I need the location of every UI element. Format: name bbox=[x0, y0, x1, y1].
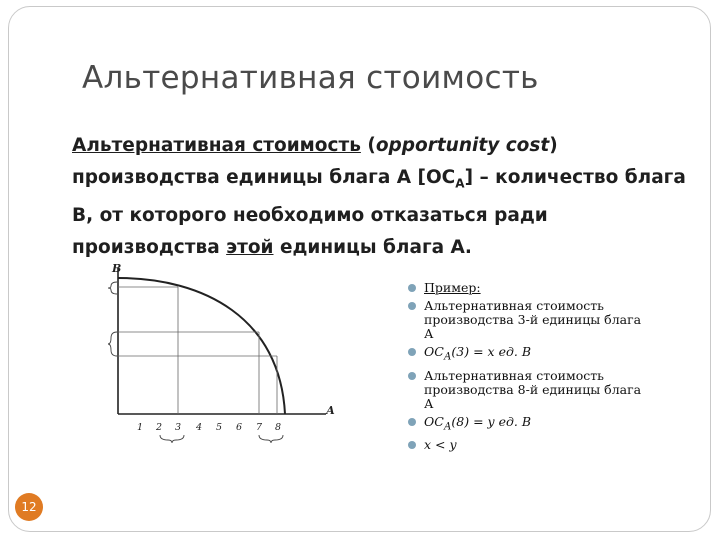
x-tick-5: 5 bbox=[216, 422, 223, 433]
item4-sub: А bbox=[443, 421, 452, 432]
term-en: opportunity cost bbox=[375, 135, 550, 156]
item5-text: x < y bbox=[424, 437, 457, 452]
item4-rest: (8) = bbox=[451, 413, 488, 429]
line3: В, от которого необходимо отказаться ради bbox=[72, 204, 548, 226]
item3-text: Альтернативная стоимость производства 8-й единицы блага А bbox=[424, 367, 642, 411]
item2-sub: А bbox=[443, 351, 452, 363]
term-ru: Альтернативная стоимость bbox=[72, 135, 361, 156]
bullet-icon bbox=[408, 441, 416, 449]
x-axis-label: А bbox=[326, 404, 335, 417]
ppf-graph bbox=[104, 258, 404, 468]
bullet-icon bbox=[408, 302, 416, 310]
line4-end: единицы блага А. bbox=[273, 236, 472, 258]
x-tick-3: 3 bbox=[175, 422, 182, 433]
x-tick-labels bbox=[137, 422, 281, 433]
page-number-badge: 12 bbox=[15, 493, 43, 521]
list-item bbox=[408, 345, 648, 365]
list-item bbox=[408, 438, 648, 452]
x-tick-6: 6 bbox=[236, 422, 243, 433]
bullet-icon bbox=[408, 348, 416, 356]
slide-title: Альтернативная стоимость bbox=[82, 60, 539, 96]
line4-start: производства bbox=[72, 236, 227, 258]
definition-text bbox=[72, 130, 687, 264]
x-tick-7: 7 bbox=[256, 422, 263, 433]
open-paren: ( bbox=[360, 135, 376, 156]
item2-unit: ед. В bbox=[494, 344, 532, 359]
line2-start: производства единицы блага А [ОС bbox=[72, 167, 456, 188]
line2-end: ] – количество блага bbox=[464, 167, 686, 188]
line2-sub: А bbox=[455, 176, 465, 191]
x-brace-right bbox=[259, 435, 283, 443]
y-axis-label: В bbox=[112, 262, 122, 275]
list-item bbox=[408, 369, 648, 411]
x-tick-1: 1 bbox=[137, 422, 144, 433]
item4-prefix: ОС bbox=[424, 413, 444, 429]
list-item bbox=[408, 415, 648, 435]
list-item bbox=[408, 281, 648, 295]
bullet-icon bbox=[408, 372, 416, 380]
example-list bbox=[408, 281, 648, 456]
item2-rest: (3) = bbox=[451, 344, 488, 359]
close-paren: ) bbox=[549, 135, 558, 156]
y-brace-top bbox=[108, 282, 117, 294]
x-brace-left bbox=[160, 435, 184, 443]
example-heading: Пример: bbox=[424, 280, 481, 295]
bullet-icon bbox=[408, 284, 416, 292]
y-brace-bottom bbox=[108, 332, 117, 356]
x-tick-2: 2 bbox=[156, 422, 163, 433]
item4-var: y bbox=[487, 413, 495, 429]
x-tick-4: 4 bbox=[196, 422, 203, 433]
item4-unit: ед. В bbox=[494, 413, 532, 429]
item2-prefix: ОС bbox=[424, 344, 444, 359]
this-word: этой bbox=[226, 236, 274, 258]
item1-text: Альтернативная стоимость производства 3-й единицы блага А bbox=[424, 298, 642, 341]
list-item bbox=[408, 299, 648, 341]
x-tick-8: 8 bbox=[275, 422, 282, 433]
bullet-icon bbox=[408, 418, 416, 426]
item2-var: x bbox=[487, 344, 495, 359]
ppf-curve bbox=[118, 278, 285, 414]
